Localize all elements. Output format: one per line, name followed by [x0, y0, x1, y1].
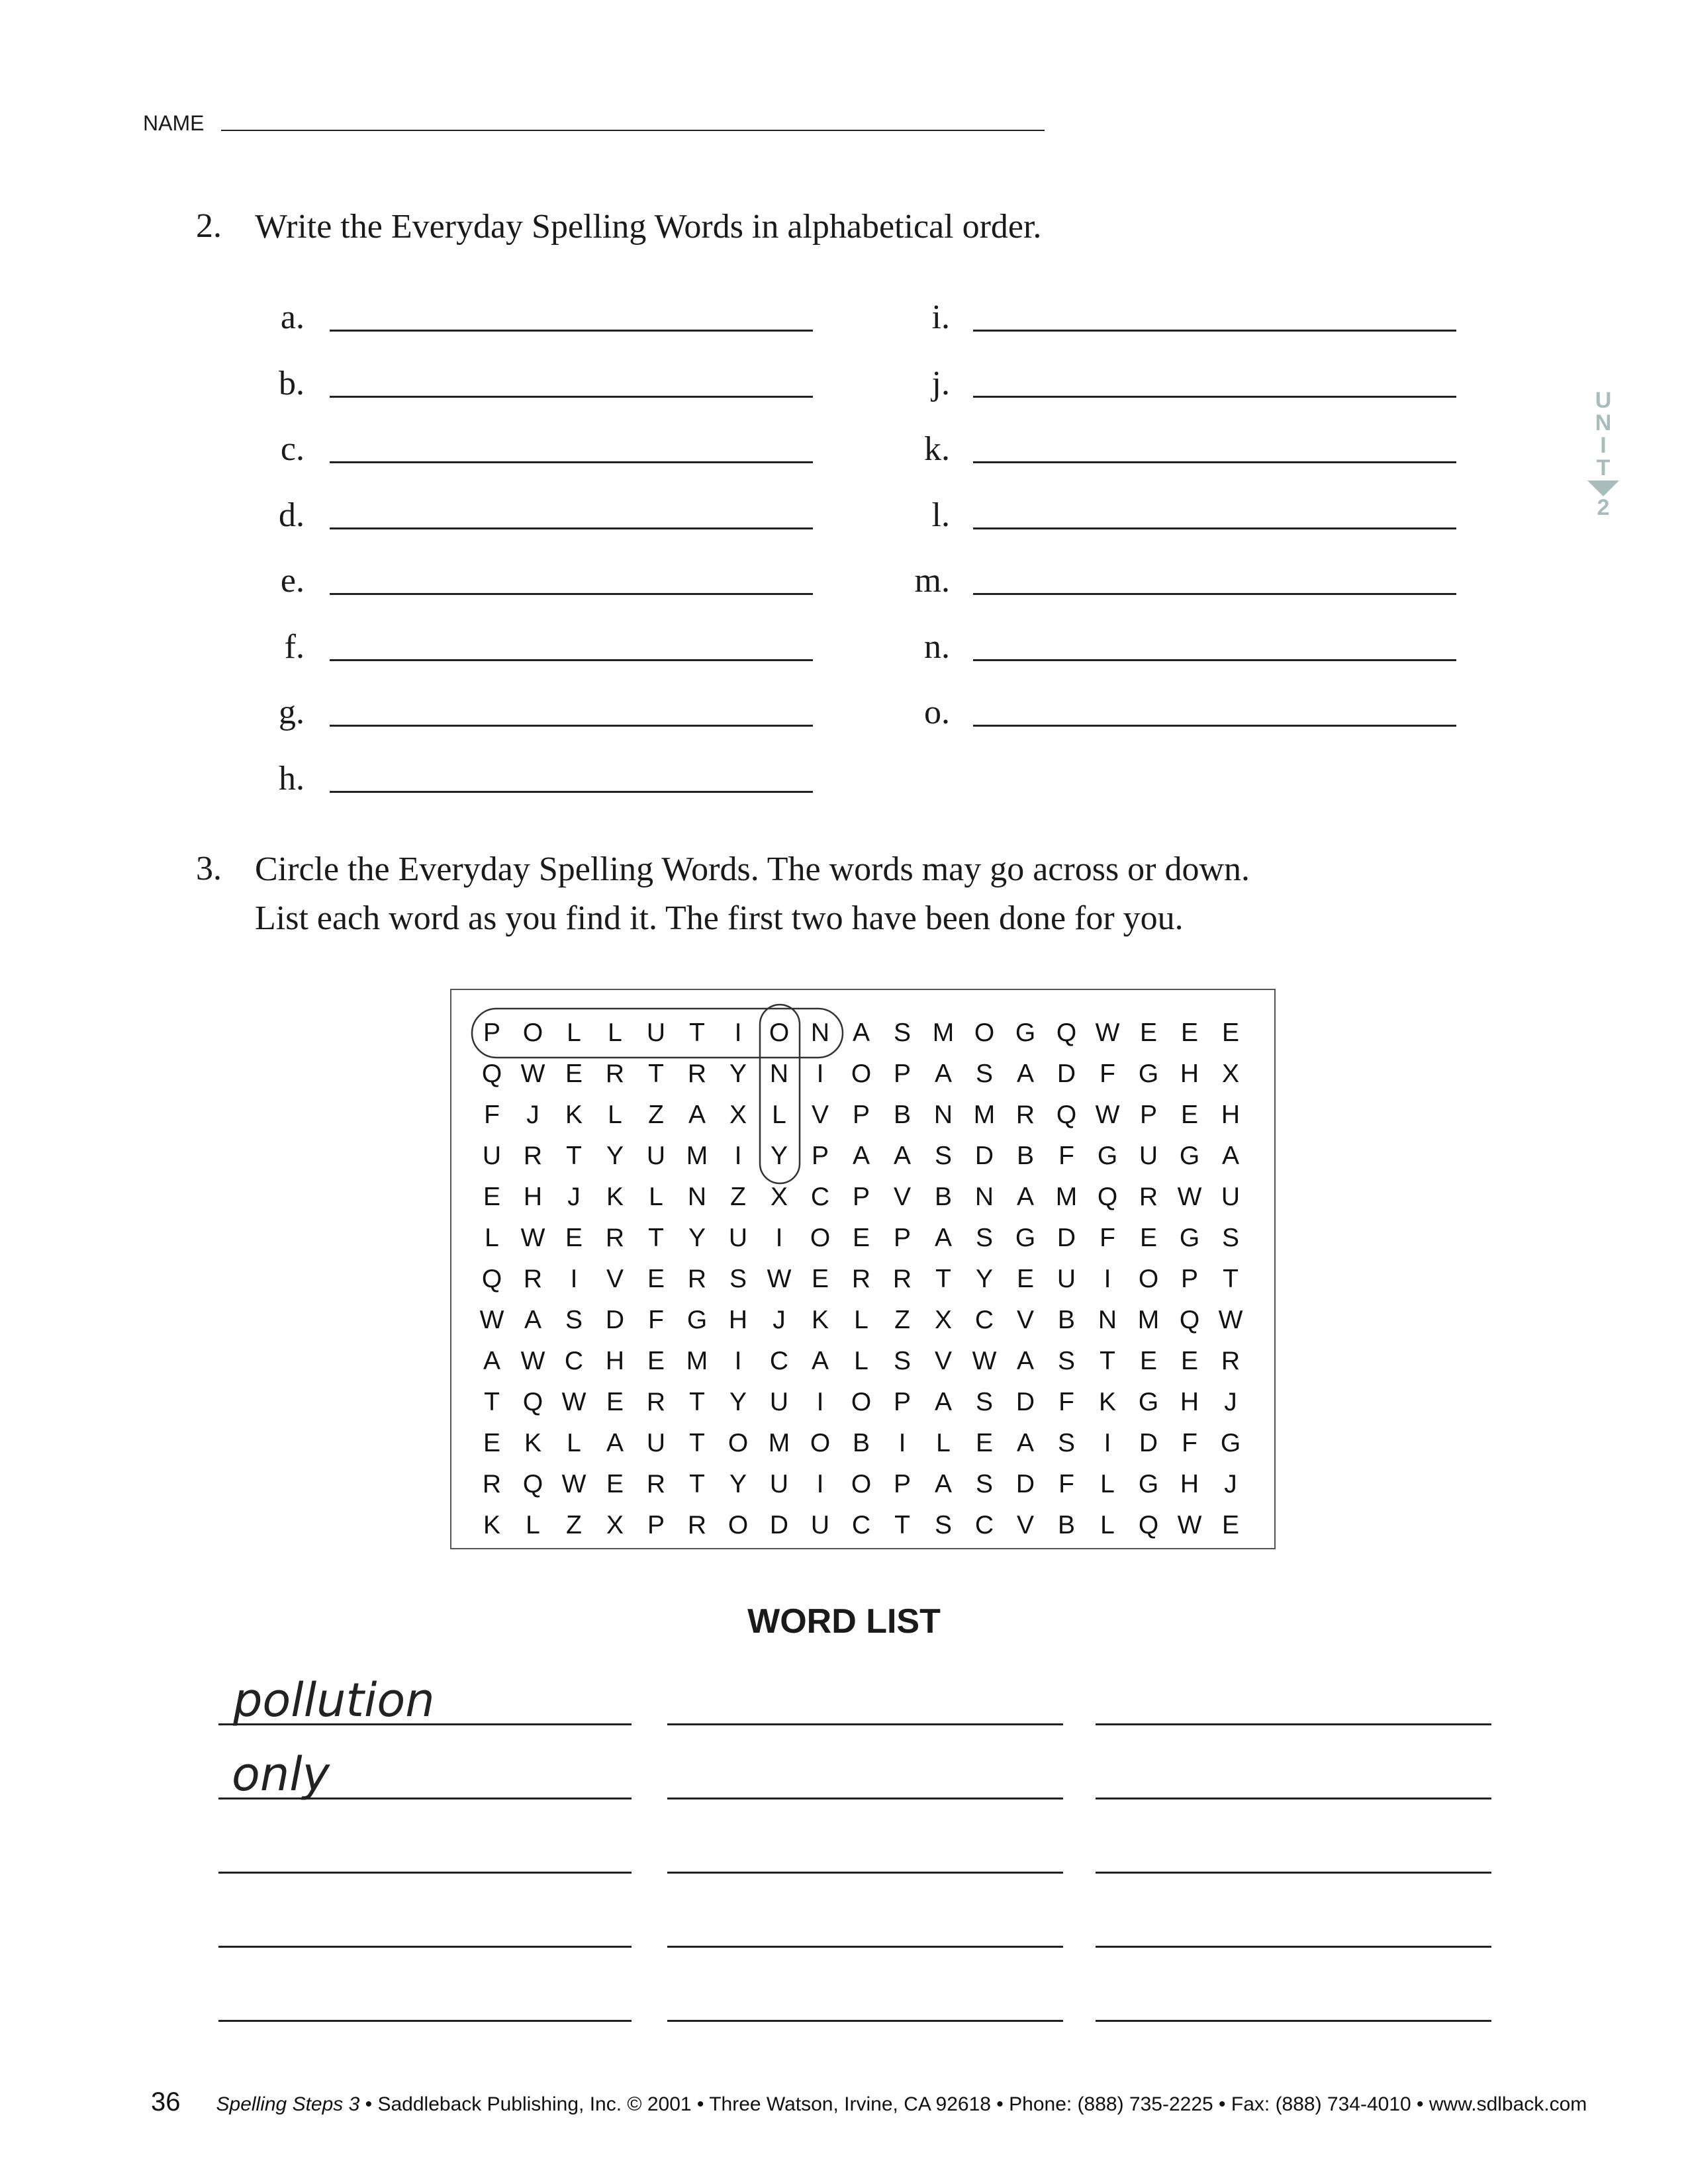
- puzzle-letter[interactable]: S: [1057, 1429, 1075, 1457]
- puzzle-letter[interactable]: L: [854, 1347, 868, 1375]
- puzzle-letter[interactable]: F: [1100, 1224, 1115, 1252]
- answer-letter: n.: [924, 627, 950, 666]
- puzzle-letter[interactable]: R: [892, 1265, 912, 1293]
- puzzle-letter[interactable]: E: [1139, 1224, 1157, 1252]
- puzzle-letter[interactable]: D: [1056, 1224, 1076, 1252]
- circle-only: [760, 1005, 800, 1183]
- puzzle-letter[interactable]: P: [893, 1470, 911, 1498]
- publisher-info: • Saddleback Publishing, Inc. © 2001 • Three Watson, Irvine, CA 92618 • Phone: (888) 735-2225 • Fax: (888) 734-4010 • www.sdlback.com: [359, 2093, 1587, 2115]
- puzzle-letter[interactable]: U: [728, 1224, 748, 1252]
- puzzle-letter[interactable]: Y: [729, 1470, 747, 1498]
- puzzle-letter[interactable]: E: [483, 1429, 500, 1457]
- puzzle-letter[interactable]: G: [1015, 1019, 1036, 1047]
- puzzle-letter[interactable]: L: [1100, 1511, 1115, 1539]
- puzzle-letter[interactable]: V: [893, 1183, 911, 1211]
- puzzle-letter[interactable]: V: [1016, 1306, 1034, 1334]
- word-list-line[interactable]: [1096, 1946, 1491, 1948]
- puzzle-letter[interactable]: O: [522, 1019, 543, 1047]
- puzzle-letter[interactable]: V: [1016, 1511, 1034, 1539]
- puzzle-letter[interactable]: T: [566, 1142, 582, 1170]
- puzzle-letter[interactable]: A: [483, 1347, 500, 1375]
- puzzle-letter[interactable]: V: [606, 1265, 624, 1293]
- puzzle-letter[interactable]: Y: [770, 1142, 788, 1170]
- unit-letter-t: T: [1596, 455, 1611, 480]
- puzzle-letter[interactable]: A: [811, 1347, 829, 1375]
- puzzle-letter[interactable]: M: [768, 1429, 790, 1457]
- puzzle-letter[interactable]: S: [934, 1142, 952, 1170]
- puzzle-letter[interactable]: I: [734, 1019, 742, 1047]
- puzzle-letter[interactable]: D: [974, 1142, 994, 1170]
- puzzle-letter[interactable]: S: [729, 1265, 747, 1293]
- puzzle-letter[interactable]: T: [648, 1224, 664, 1252]
- book-title: Spelling Steps 3: [216, 2093, 360, 2115]
- puzzle-letter[interactable]: H: [1180, 1388, 1199, 1416]
- puzzle-letter[interactable]: T: [689, 1388, 705, 1416]
- puzzle-letter[interactable]: H: [605, 1347, 625, 1375]
- puzzle-letter[interactable]: B: [934, 1183, 952, 1211]
- puzzle-letter[interactable]: Q: [1056, 1101, 1077, 1129]
- puzzle-letter[interactable]: A: [606, 1429, 624, 1457]
- puzzle-letter[interactable]: Y: [688, 1224, 706, 1252]
- word-list-line[interactable]: [667, 1946, 1063, 1948]
- puzzle-letter[interactable]: T: [894, 1511, 910, 1539]
- puzzle-letter[interactable]: G: [1015, 1224, 1036, 1252]
- puzzle-letter[interactable]: P: [1180, 1265, 1198, 1293]
- answer-letter: j.: [931, 364, 950, 402]
- puzzle-letter[interactable]: J: [1224, 1388, 1237, 1416]
- puzzle-letter[interactable]: D: [1056, 1060, 1076, 1088]
- puzzle-letter[interactable]: E: [1180, 1101, 1198, 1129]
- puzzle-letter[interactable]: A: [1016, 1183, 1034, 1211]
- answer-letter: l.: [931, 496, 950, 534]
- puzzle-letter[interactable]: P: [1139, 1101, 1157, 1129]
- puzzle-letter[interactable]: M: [1137, 1306, 1160, 1334]
- puzzle-letter[interactable]: L: [567, 1019, 581, 1047]
- puzzle-letter[interactable]: E: [1180, 1019, 1198, 1047]
- word-list-line[interactable]: [1096, 1872, 1491, 1874]
- puzzle-letter[interactable]: C: [851, 1511, 871, 1539]
- puzzle-letter[interactable]: E: [811, 1265, 829, 1293]
- word-list-line[interactable]: [667, 1797, 1063, 1799]
- puzzle-letter[interactable]: G: [1179, 1142, 1200, 1170]
- puzzle-letter[interactable]: A: [893, 1142, 911, 1170]
- puzzle-letter[interactable]: S: [1057, 1347, 1075, 1375]
- puzzle-letter[interactable]: F: [1058, 1470, 1074, 1498]
- puzzle-letter[interactable]: S: [934, 1511, 952, 1539]
- puzzle-letter[interactable]: B: [1057, 1511, 1075, 1539]
- puzzle-letter[interactable]: J: [526, 1101, 539, 1129]
- puzzle-letter[interactable]: R: [605, 1060, 625, 1088]
- word-list-line[interactable]: [218, 2020, 632, 2022]
- puzzle-letter[interactable]: L: [1100, 1470, 1115, 1498]
- puzzle-letter[interactable]: E: [852, 1224, 870, 1252]
- puzzle-letter[interactable]: H: [728, 1306, 748, 1334]
- word-list-line[interactable]: [667, 1723, 1063, 1725]
- puzzle-letter[interactable]: I: [816, 1388, 824, 1416]
- footer: [151, 2087, 1587, 2117]
- puzzle-letter[interactable]: G: [1138, 1388, 1159, 1416]
- answer-letter: g.: [279, 694, 305, 731]
- puzzle-letter[interactable]: E: [647, 1265, 665, 1293]
- puzzle-letter[interactable]: P: [647, 1511, 665, 1539]
- puzzle-letter[interactable]: Q: [1097, 1183, 1118, 1211]
- puzzle-letter[interactable]: E: [975, 1429, 993, 1457]
- puzzle-letter[interactable]: S: [975, 1388, 993, 1416]
- answer-letter: o.: [924, 694, 950, 731]
- puzzle-letter[interactable]: B: [852, 1429, 870, 1457]
- puzzle-letter[interactable]: C: [974, 1511, 994, 1539]
- puzzle-letter[interactable]: L: [526, 1511, 540, 1539]
- puzzle-letter[interactable]: A: [934, 1470, 952, 1498]
- puzzle-letter[interactable]: A: [852, 1142, 870, 1170]
- puzzle-letter[interactable]: S: [893, 1347, 911, 1375]
- puzzle-letter[interactable]: W: [520, 1224, 545, 1252]
- puzzle-letter[interactable]: I: [816, 1470, 824, 1498]
- puzzle-letter[interactable]: U: [646, 1429, 666, 1457]
- puzzle-letter[interactable]: N: [687, 1183, 707, 1211]
- puzzle-letter[interactable]: N: [769, 1060, 789, 1088]
- word-list-line[interactable]: [218, 1872, 632, 1874]
- puzzle-letter[interactable]: U: [646, 1019, 666, 1047]
- puzzle-letter[interactable]: T: [689, 1019, 705, 1047]
- puzzle-letter[interactable]: N: [933, 1101, 953, 1129]
- puzzle-letter[interactable]: I: [816, 1060, 824, 1088]
- puzzle-letter[interactable]: O: [851, 1470, 872, 1498]
- puzzle-letter[interactable]: W: [561, 1388, 586, 1416]
- puzzle-letter[interactable]: Q: [1138, 1511, 1159, 1539]
- puzzle-letter[interactable]: Z: [648, 1101, 664, 1129]
- puzzle-letter[interactable]: R: [687, 1060, 707, 1088]
- puzzle-letter[interactable]: K: [483, 1511, 500, 1539]
- puzzle-letter[interactable]: K: [606, 1183, 624, 1211]
- puzzle-letter[interactable]: S: [893, 1019, 911, 1047]
- answer-letter: a.: [280, 298, 305, 336]
- puzzle-letter[interactable]: I: [570, 1265, 578, 1293]
- puzzle-letter[interactable]: M: [686, 1142, 708, 1170]
- puzzle-letter[interactable]: P: [852, 1183, 870, 1211]
- puzzle-letter[interactable]: E: [1221, 1019, 1239, 1047]
- answer-letter: i.: [931, 298, 950, 336]
- puzzle-letter[interactable]: L: [772, 1101, 786, 1129]
- circle-pollution: [472, 1009, 843, 1058]
- puzzle-letter[interactable]: W: [1218, 1306, 1243, 1334]
- puzzle-letter[interactable]: Q: [522, 1388, 543, 1416]
- unit-number: 2: [1597, 495, 1610, 520]
- puzzle-letter[interactable]: A: [1221, 1142, 1239, 1170]
- puzzle-letter[interactable]: F: [1058, 1142, 1074, 1170]
- puzzle-letter[interactable]: A: [524, 1306, 541, 1334]
- puzzle-letter[interactable]: R: [687, 1511, 707, 1539]
- word-list-line[interactable]: [1096, 1723, 1491, 1725]
- puzzle-letter[interactable]: B: [1057, 1306, 1075, 1334]
- puzzle-letter[interactable]: Z: [894, 1306, 910, 1334]
- puzzle-letter[interactable]: H: [523, 1183, 543, 1211]
- puzzle-letter[interactable]: R: [1015, 1101, 1035, 1129]
- puzzle-letter[interactable]: L: [936, 1429, 951, 1457]
- puzzle-letter[interactable]: V: [811, 1101, 829, 1129]
- puzzle-letter[interactable]: C: [564, 1347, 584, 1375]
- puzzle-letter[interactable]: E: [1180, 1347, 1198, 1375]
- puzzle-letter[interactable]: V: [934, 1347, 952, 1375]
- puzzle-letter[interactable]: S: [565, 1306, 583, 1334]
- puzzle-letter[interactable]: S: [1221, 1224, 1239, 1252]
- puzzle-letter[interactable]: F: [648, 1306, 664, 1334]
- puzzle-letter[interactable]: F: [484, 1101, 500, 1129]
- puzzle-letter[interactable]: P: [852, 1101, 870, 1129]
- puzzle-letter[interactable]: H: [1180, 1060, 1199, 1088]
- puzzle-letter[interactable]: O: [727, 1511, 749, 1539]
- puzzle-letter[interactable]: B: [1016, 1142, 1034, 1170]
- puzzle-letter[interactable]: A: [1016, 1429, 1034, 1457]
- puzzle-letter[interactable]: W: [1095, 1101, 1120, 1129]
- puzzle-letter[interactable]: W: [767, 1265, 792, 1293]
- answer-letter: d.: [279, 496, 305, 534]
- puzzle-letter[interactable]: R: [646, 1388, 666, 1416]
- puzzle-letter[interactable]: D: [605, 1306, 625, 1334]
- page-number: 36: [151, 2087, 181, 2116]
- puzzle-letter[interactable]: L: [608, 1101, 622, 1129]
- puzzle-letter[interactable]: I: [775, 1224, 783, 1252]
- puzzle-letter[interactable]: W: [972, 1347, 997, 1375]
- puzzle-letter[interactable]: K: [565, 1101, 583, 1129]
- puzzle-letter[interactable]: E: [565, 1060, 583, 1088]
- puzzle-letter[interactable]: R: [851, 1265, 871, 1293]
- puzzle-letter[interactable]: F: [1182, 1429, 1197, 1457]
- puzzle-letter[interactable]: R: [605, 1224, 625, 1252]
- puzzle-letter[interactable]: Y: [729, 1060, 747, 1088]
- puzzle-letter[interactable]: P: [893, 1224, 911, 1252]
- puzzle-letter[interactable]: U: [646, 1142, 666, 1170]
- puzzle-letter[interactable]: T: [935, 1265, 951, 1293]
- puzzle-letter[interactable]: T: [1100, 1347, 1115, 1375]
- puzzle-letter[interactable]: A: [934, 1388, 952, 1416]
- puzzle-letter[interactable]: O: [1138, 1265, 1159, 1293]
- puzzle-letter[interactable]: T: [484, 1388, 500, 1416]
- puzzle-letter[interactable]: H: [1180, 1470, 1199, 1498]
- answer-letter: m.: [914, 562, 950, 600]
- puzzle-letter[interactable]: L: [485, 1224, 499, 1252]
- puzzle-letter[interactable]: Q: [481, 1060, 502, 1088]
- question-2-number: 2.: [196, 207, 222, 245]
- handwritten-word-pollution: pollution: [233, 1673, 435, 1727]
- puzzle-letter[interactable]: R: [1221, 1347, 1241, 1375]
- puzzle-letter[interactable]: W: [1177, 1511, 1202, 1539]
- puzzle-letter[interactable]: I: [734, 1142, 742, 1170]
- puzzle-letter[interactable]: P: [483, 1019, 500, 1047]
- puzzle-letter[interactable]: E: [1221, 1511, 1239, 1539]
- word-list-line[interactable]: [1096, 1797, 1491, 1799]
- puzzle-letter[interactable]: P: [811, 1142, 829, 1170]
- puzzle-letter[interactable]: E: [647, 1347, 665, 1375]
- puzzle-letter[interactable]: W: [1177, 1183, 1202, 1211]
- puzzle-letter[interactable]: R: [1139, 1183, 1158, 1211]
- puzzle-letter[interactable]: J: [1224, 1470, 1237, 1498]
- answer-letter: f.: [284, 627, 305, 666]
- puzzle-letter[interactable]: M: [932, 1019, 955, 1047]
- puzzle-letter[interactable]: G: [1097, 1142, 1118, 1170]
- puzzle-letter[interactable]: M: [973, 1101, 996, 1129]
- puzzle-letter[interactable]: O: [810, 1429, 831, 1457]
- puzzle-letter[interactable]: M: [686, 1347, 708, 1375]
- answer-letter: c.: [280, 430, 305, 468]
- word-list-line[interactable]: [667, 1872, 1063, 1874]
- puzzle-letter[interactable]: W: [520, 1347, 545, 1375]
- puzzle-letter[interactable]: J: [773, 1306, 786, 1334]
- puzzle-letter[interactable]: E: [1139, 1347, 1157, 1375]
- puzzle-letter[interactable]: U: [810, 1511, 830, 1539]
- puzzle-letter[interactable]: L: [649, 1183, 663, 1211]
- name-label: NAME: [143, 111, 205, 135]
- puzzle-letter[interactable]: N: [810, 1019, 830, 1047]
- puzzle-letter[interactable]: N: [1098, 1306, 1117, 1334]
- puzzle-letter[interactable]: R: [646, 1470, 666, 1498]
- puzzle-letter[interactable]: W: [479, 1306, 504, 1334]
- unit-letter-n: N: [1595, 410, 1612, 435]
- puzzle-letter[interactable]: U: [1221, 1183, 1241, 1211]
- puzzle-letter[interactable]: X: [770, 1183, 788, 1211]
- puzzle-letter[interactable]: T: [689, 1470, 705, 1498]
- puzzle-letter[interactable]: M: [1055, 1183, 1078, 1211]
- puzzle-letter[interactable]: H: [1221, 1101, 1241, 1129]
- puzzle-letter[interactable]: K: [524, 1429, 541, 1457]
- puzzle-letter[interactable]: C: [810, 1183, 830, 1211]
- question-3-line-2: List each word as you find it. The first two have been done for you.: [255, 899, 1184, 937]
- puzzle-letter[interactable]: O: [974, 1019, 995, 1047]
- puzzle-letter[interactable]: Q: [522, 1470, 543, 1498]
- puzzle-letter[interactable]: I: [898, 1429, 906, 1457]
- puzzle-letter[interactable]: X: [606, 1511, 624, 1539]
- puzzle-letter[interactable]: S: [975, 1060, 993, 1088]
- puzzle-letter[interactable]: A: [934, 1224, 952, 1252]
- puzzle-letter[interactable]: Y: [729, 1388, 747, 1416]
- puzzle-letter[interactable]: X: [934, 1306, 952, 1334]
- question-2-text: Write the Everyday Spelling Words in alphabetical order.: [255, 208, 1042, 246]
- puzzle-letter[interactable]: O: [810, 1224, 831, 1252]
- puzzle-letter[interactable]: T: [1223, 1265, 1239, 1293]
- puzzle-letter[interactable]: L: [567, 1429, 581, 1457]
- puzzle-letter[interactable]: Q: [481, 1265, 502, 1293]
- puzzle-letter[interactable]: P: [893, 1060, 911, 1088]
- puzzle-letter[interactable]: T: [689, 1429, 705, 1457]
- unit-letter-u: U: [1595, 388, 1612, 413]
- puzzle-letter[interactable]: A: [934, 1060, 952, 1088]
- unit-letter-i: I: [1600, 433, 1607, 458]
- puzzle-letter[interactable]: U: [1056, 1265, 1076, 1293]
- puzzle-letter[interactable]: U: [1139, 1142, 1158, 1170]
- puzzle-letter[interactable]: E: [1016, 1265, 1034, 1293]
- puzzle-letter[interactable]: L: [854, 1306, 868, 1334]
- puzzle-letter[interactable]: G: [1179, 1224, 1200, 1252]
- puzzle-letter[interactable]: T: [648, 1060, 664, 1088]
- puzzle-letter[interactable]: Y: [606, 1142, 624, 1170]
- puzzle-letter[interactable]: R: [482, 1470, 502, 1498]
- puzzle-letter[interactable]: Z: [730, 1183, 746, 1211]
- puzzle-letter[interactable]: G: [686, 1306, 708, 1334]
- puzzle-letter[interactable]: U: [482, 1142, 502, 1170]
- puzzle-letter[interactable]: G: [1220, 1429, 1241, 1457]
- puzzle-letter[interactable]: Q: [1179, 1306, 1200, 1334]
- puzzle-letter[interactable]: D: [1015, 1470, 1035, 1498]
- puzzle-letter[interactable]: E: [606, 1470, 624, 1498]
- puzzle-letter[interactable]: C: [974, 1306, 994, 1334]
- question-3-line-1: Circle the Everyday Spelling Words. The words may go across or down.: [255, 850, 1250, 888]
- word-list-line[interactable]: [1096, 2020, 1491, 2022]
- question-3-number: 3.: [196, 850, 222, 887]
- puzzle-letter[interactable]: A: [1016, 1347, 1034, 1375]
- word-list-line[interactable]: [667, 2020, 1063, 2022]
- handwritten-word-only: only: [232, 1747, 330, 1801]
- puzzle-letter[interactable]: A: [852, 1019, 870, 1047]
- puzzle-letter[interactable]: S: [975, 1470, 993, 1498]
- puzzle-letter[interactable]: U: [769, 1388, 789, 1416]
- puzzle-letter[interactable]: I: [1103, 1265, 1111, 1293]
- puzzle-letter[interactable]: R: [523, 1265, 543, 1293]
- puzzle-letter[interactable]: F: [1058, 1388, 1074, 1416]
- puzzle-letter[interactable]: Q: [1056, 1019, 1077, 1047]
- puzzle-letter[interactable]: O: [769, 1019, 790, 1047]
- puzzle-letter[interactable]: X: [729, 1101, 747, 1129]
- puzzle-letter[interactable]: R: [687, 1265, 707, 1293]
- word-list-title: WORD LIST: [747, 1602, 941, 1641]
- puzzle-letter[interactable]: W: [561, 1470, 586, 1498]
- puzzle-letter[interactable]: Z: [566, 1511, 582, 1539]
- puzzle-letter[interactable]: G: [1138, 1060, 1159, 1088]
- puzzle-letter[interactable]: X: [1221, 1060, 1239, 1088]
- puzzle-letter[interactable]: I: [1103, 1429, 1111, 1457]
- puzzle-letter[interactable]: A: [688, 1101, 706, 1129]
- puzzle-letter[interactable]: S: [975, 1224, 993, 1252]
- puzzle-letter[interactable]: J: [567, 1183, 581, 1211]
- puzzle-letter[interactable]: C: [769, 1347, 789, 1375]
- puzzle-letter[interactable]: B: [893, 1101, 911, 1129]
- puzzle-letter[interactable]: W: [1095, 1019, 1120, 1047]
- puzzle-letter[interactable]: U: [769, 1470, 789, 1498]
- puzzle-letter[interactable]: O: [851, 1060, 872, 1088]
- puzzle-letter[interactable]: R: [523, 1142, 543, 1170]
- puzzle-letter[interactable]: E: [483, 1183, 500, 1211]
- puzzle-letter[interactable]: O: [727, 1429, 749, 1457]
- puzzle-letter[interactable]: D: [769, 1511, 789, 1539]
- puzzle-letter[interactable]: D: [1139, 1429, 1158, 1457]
- puzzle-letter[interactable]: E: [1139, 1019, 1157, 1047]
- puzzle-letter[interactable]: P: [893, 1388, 911, 1416]
- puzzle-letter[interactable]: O: [851, 1388, 872, 1416]
- answer-letter: k.: [924, 430, 950, 468]
- puzzle-letter[interactable]: Y: [975, 1265, 993, 1293]
- puzzle-letter[interactable]: K: [1098, 1388, 1116, 1416]
- puzzle-letter[interactable]: K: [811, 1306, 829, 1334]
- puzzle-letter[interactable]: L: [608, 1019, 622, 1047]
- puzzle-letter[interactable]: A: [1016, 1060, 1034, 1088]
- puzzle-letter[interactable]: W: [520, 1060, 545, 1088]
- puzzle-letter[interactable]: E: [606, 1388, 624, 1416]
- puzzle-letter[interactable]: D: [1015, 1388, 1035, 1416]
- answer-letter: b.: [279, 364, 305, 402]
- puzzle-letter[interactable]: G: [1138, 1470, 1159, 1498]
- word-list-line[interactable]: [218, 1946, 632, 1948]
- answer-letter: e.: [280, 562, 305, 600]
- puzzle-letter[interactable]: N: [974, 1183, 994, 1211]
- puzzle-letter[interactable]: F: [1100, 1060, 1115, 1088]
- puzzle-letter[interactable]: E: [565, 1224, 583, 1252]
- puzzle-letter[interactable]: I: [734, 1347, 742, 1375]
- answer-letter: h.: [279, 759, 305, 797]
